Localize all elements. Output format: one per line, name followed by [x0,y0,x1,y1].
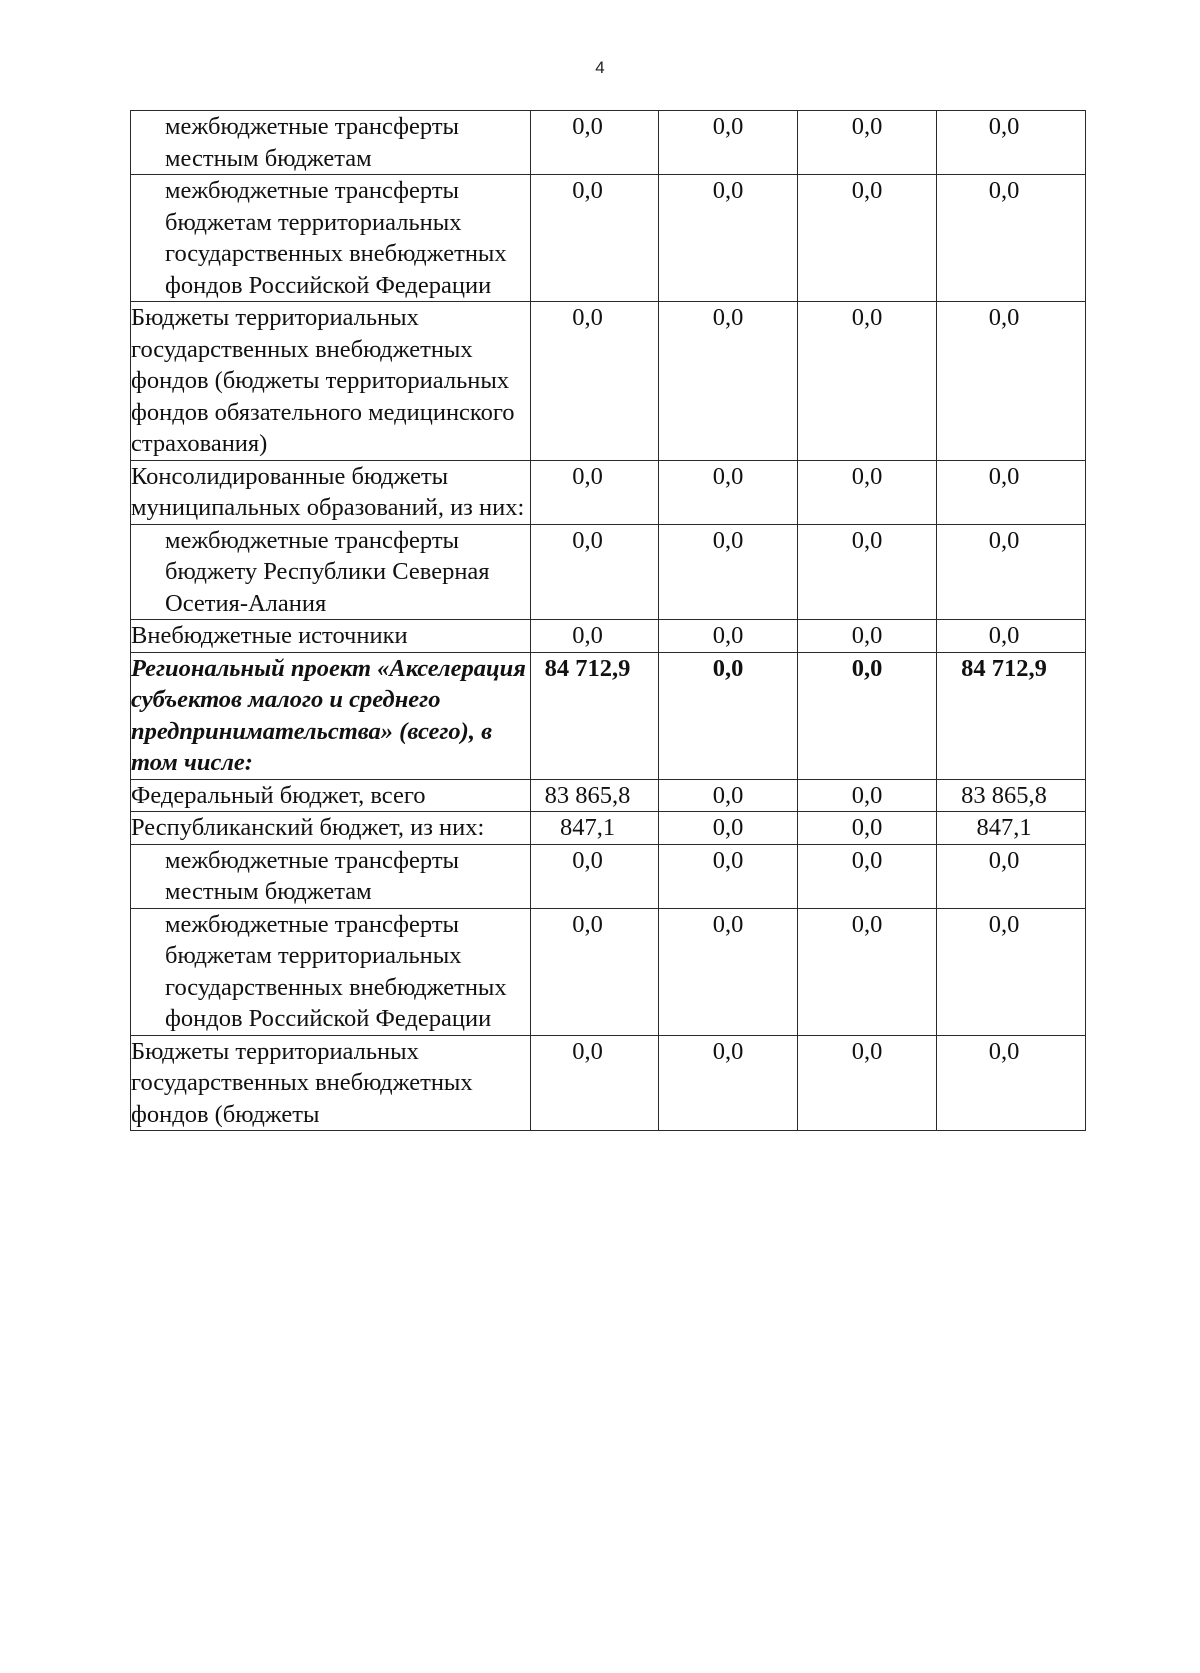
value-cell: 0,0 [659,844,798,908]
row-label: Федеральный бюджет, всего [131,779,531,812]
table-row [131,1035,1086,1131]
value-cell: 0,0 [937,1035,1086,1131]
table-row [131,620,1086,653]
value-cell: 84 712,9 [531,652,659,779]
value-cell: 0,0 [798,812,937,845]
value-cell: 0,0 [531,844,659,908]
value-cell: 0,0 [531,111,659,175]
row-label: межбюджетные трансферты местным бюджетам [131,844,531,908]
value-cell: 0,0 [659,111,798,175]
row-label: межбюджетные трансферты бюджетам территориальных государственных внебюджетных фондов Российской Федерации [131,908,531,1035]
value-cell: 0,0 [531,620,659,653]
value-cell: 0,0 [531,1035,659,1131]
row-label: Консолидированные бюджеты муниципальных образований, из них: [131,460,531,524]
value-cell: 0,0 [659,175,798,302]
row-label: Бюджеты территориальных государственных внебюджетных фондов (бюджеты [131,1035,531,1131]
value-cell: 0,0 [659,524,798,620]
row-label: Республиканский бюджет, из них: [131,812,531,845]
value-cell: 83 865,8 [937,779,1086,812]
row-label: межбюджетные трансферты бюджетам территориальных государственных внебюджетных фондов Российской Федерации [131,175,531,302]
row-label: Бюджеты территориальных государственных внебюджетных фондов (бюджеты территориальных фондов обязательного медицинского страхования) [131,302,531,461]
value-cell: 0,0 [798,844,937,908]
value-cell: 0,0 [531,460,659,524]
page-number: 4 [595,58,605,77]
project-title: Региональный проект «Акселерация субъектов малого и среднего предпринимательства» (всего), в том числе: [131,652,531,779]
table-row-project-total [131,652,1086,779]
table-row [131,175,1086,302]
table-row [131,111,1086,175]
value-cell: 0,0 [937,908,1086,1035]
value-cell: 0,0 [659,1035,798,1131]
value-cell: 0,0 [659,302,798,461]
table-row [131,844,1086,908]
value-cell: 84 712,9 [937,652,1086,779]
value-cell: 0,0 [659,620,798,653]
table-row [131,524,1086,620]
value-cell: 0,0 [798,1035,937,1131]
row-label: межбюджетные трансферты бюджету Республики Северная Осетия-Алания [131,524,531,620]
table-row [131,302,1086,461]
value-cell: 0,0 [798,779,937,812]
value-cell: 0,0 [531,175,659,302]
value-cell: 0,0 [659,812,798,845]
value-cell: 0,0 [531,302,659,461]
value-cell: 0,0 [937,175,1086,302]
value-cell: 0,0 [798,111,937,175]
value-cell: 0,0 [659,908,798,1035]
value-cell: 0,0 [531,524,659,620]
value-cell: 0,0 [798,175,937,302]
value-cell: 0,0 [937,460,1086,524]
value-cell: 0,0 [659,779,798,812]
value-cell: 0,0 [937,620,1086,653]
table-row [131,812,1086,845]
value-cell: 847,1 [937,812,1086,845]
value-cell: 0,0 [659,460,798,524]
value-cell: 0,0 [798,908,937,1035]
value-cell: 0,0 [798,460,937,524]
table-row [131,460,1086,524]
value-cell: 0,0 [798,524,937,620]
value-cell: 847,1 [531,812,659,845]
value-cell: 0,0 [937,302,1086,461]
value-cell: 83 865,8 [531,779,659,812]
budget-table [130,110,1086,1131]
row-label: Внебюджетные источники [131,620,531,653]
value-cell: 0,0 [937,524,1086,620]
value-cell: 0,0 [798,302,937,461]
value-cell: 0,0 [531,908,659,1035]
value-cell: 0,0 [937,111,1086,175]
value-cell: 0,0 [659,652,798,779]
row-label: межбюджетные трансферты местным бюджетам [131,111,531,175]
value-cell: 0,0 [937,844,1086,908]
value-cell: 0,0 [798,620,937,653]
table-row [131,779,1086,812]
table-row [131,908,1086,1035]
value-cell: 0,0 [798,652,937,779]
